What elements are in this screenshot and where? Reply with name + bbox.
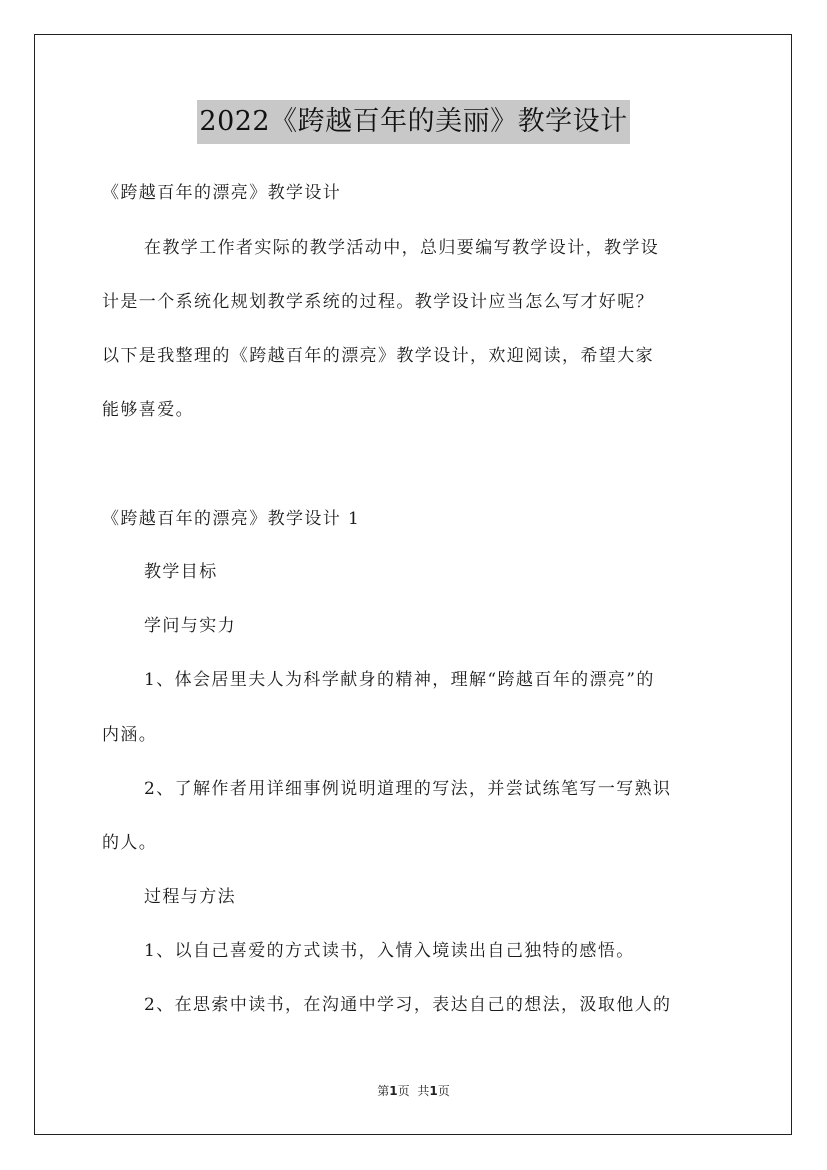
page-prefix: 第	[377, 1084, 390, 1098]
paragraph-line: 1、体会居里夫人为科学献身的精神，理解“跨越百年的漂亮”的	[144, 670, 655, 690]
paragraph-line: 1、以自己喜爱的方式读书，入情入境读出自己独特的感悟。	[144, 941, 635, 961]
title-container	[0, 100, 827, 144]
total-pages: 1	[429, 1084, 438, 1098]
section-heading: 《跨越百年的漂亮》教学设计 1	[102, 509, 361, 529]
paragraph-line: 过程与方法	[144, 887, 236, 907]
total-prefix: 共	[417, 1084, 430, 1098]
page-footer	[0, 1083, 827, 1099]
document-title: 2022《跨越百年的美丽》教学设计	[197, 100, 629, 144]
paragraph-line: 教学目标	[144, 562, 218, 582]
paragraph-line: 学问与实力	[144, 616, 236, 636]
total-suffix: 页	[437, 1084, 450, 1098]
paragraph-line: 2、在思索中读书，在沟通中学习，表达自己的想法，汲取他人的	[144, 995, 672, 1015]
paragraph-line: 能够喜爱。	[102, 400, 194, 420]
page-number: 1	[389, 1084, 398, 1098]
paragraph-line: 2、了解作者用详细事例说明道理的写法，并尝试练笔写一写熟识	[144, 779, 672, 799]
subtitle-line: 《跨越百年的漂亮》教学设计	[102, 183, 342, 203]
paragraph-line: 计是一个系统化规划教学系统的过程。教学设计应当怎么写才好呢？	[102, 292, 654, 312]
paragraph-line: 的人。	[102, 833, 158, 853]
page-suffix: 页	[397, 1084, 410, 1098]
paragraph-line: 以下是我整理的《跨越百年的漂亮》教学设计，欢迎阅读，希望大家	[102, 346, 654, 366]
paragraph-line: 在教学工作者实际的教学活动中，总归要编写教学设计，教学设	[144, 238, 660, 258]
paragraph-line: 内涵。	[102, 725, 158, 745]
